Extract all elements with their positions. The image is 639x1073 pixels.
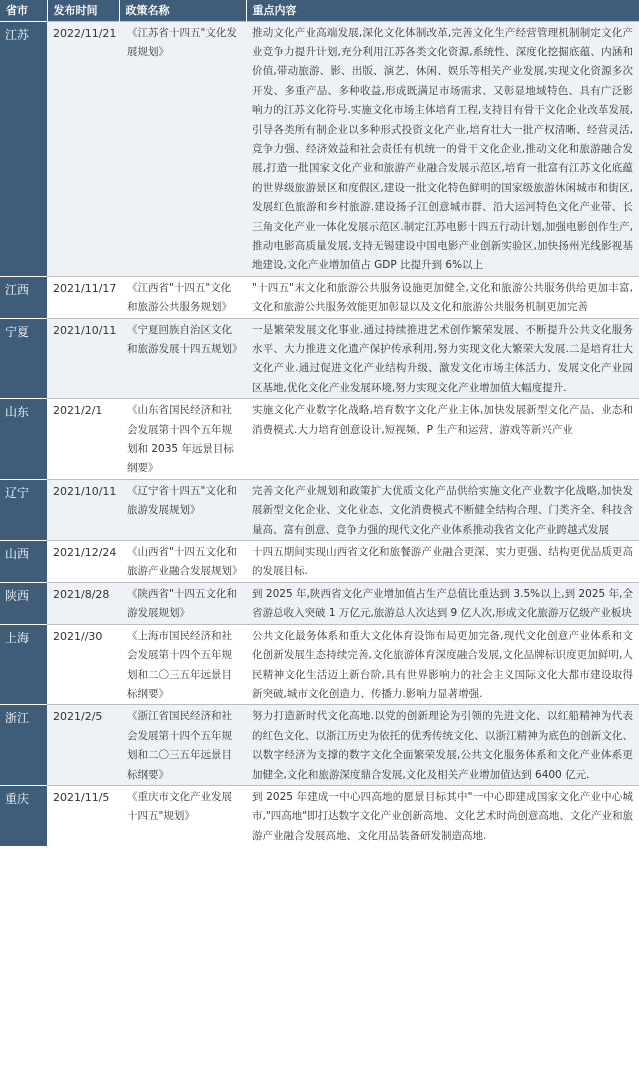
table-row [0, 541, 639, 583]
content-cell: 努力打造新时代文化高地.以党的创新理论为引领的先进文化、以红船精神为代表的红色文化、以浙江历史为依托的优秀传统文化、以浙江精神为底色的创新文化、以数字经济为支撑的数字文化全面繁荣发展,公共文化服务体系和文化产业体系更加健全,文化和旅游深度鼎合发展,文化及相关产业增加值达到 6400 亿元. [246, 705, 639, 786]
table-row [0, 479, 639, 540]
policy-name-cell: 《山东省国民经济和社会发展第十四个五年规划和 2035 年远景目标纲要》 [119, 399, 246, 480]
content-cell: 十四五期间实现山西省文化和旅餐游产业融合更深、实力更强、结构更优品质更高的发展目标. [246, 541, 639, 583]
province-cell: 重庆 [0, 785, 47, 846]
header-key-content: 重点内容 [252, 4, 297, 18]
province-cell: 上海 [0, 624, 47, 705]
policy-name-cell: 《浙江省国民经济和社会发展第十四个五年规划和二〇三五年远景目标纲要》 [119, 705, 246, 786]
province-cell: 山东 [0, 399, 47, 480]
date-cell: 2021/11/5 [47, 785, 119, 846]
header-date: 发布时间 [47, 0, 119, 21]
policy-name-cell: 《上海市国民经济和社会发展第十四个五年规划和二〇三五年远景目标纲要》 [119, 624, 246, 705]
table-row [0, 624, 639, 705]
table-body [0, 21, 639, 846]
content-cell: 公共文化最务体系和重大文化体育设饰布局更加完备,现代文化创意产业体系和文化创新发展生态持续完善,文化旅游体育深度融合发展,文化品牌标识度更加鲜明,人民精神文化生活迈上新台阶,具有世界影响力的社会主义国际文化大都市建设取得新突破,城市文化创造力、传播力.影响力显著增强. [246, 624, 639, 705]
province-cell: 浙江 [0, 705, 47, 786]
date-cell: 2021/2/5 [47, 705, 119, 786]
province-cell: 江西 [0, 276, 47, 318]
table-header [0, 0, 639, 21]
province-cell: 山西 [0, 541, 47, 583]
date-cell: 2021/2/1 [47, 399, 119, 480]
content-cell: 到 2025 年,陕西省文化产业增加值占生产总值比重达到 3.5%以上,到 2025 年,全省游总收入突破 1 万亿元,旅游总人次达到 9 亿人次,形成文化旅游万亿级产业板块 [246, 582, 639, 624]
content-cell: 一是繁荣发展文化事业.通过持续推进艺术创作繁荣发展、不断提升公共文化服务水平、大力推进文化遗产保护传承利用,努力实现文化大繁荣大发展.二是培育壮大文化产业.通过促进文化产业结构升级、激发文化市场主体活力、发展文化产业园区基地,优化文化产业发展环境,努力实现文化产业增加值大幅度提升. [246, 318, 639, 399]
date-cell: 2021/11/17 [47, 276, 119, 318]
content-cell: 实施文化产业数字化战略,培育数字文化产业主体,加快发展新型文化产品、业态和消费模式.大力培育创意设计,短视频、P 生产和运营、游戏等新兴产业 [246, 399, 639, 480]
policy-name-cell: 《重庆市文化产业发展十四五"规划》 [119, 785, 246, 846]
policy-name-cell: 《陕西省"十四五文化和游发展规划》 [119, 582, 246, 624]
policy-name-cell: 《辽宁省十四五"文化和旅游发展规划》 [119, 479, 246, 540]
content-cell: 完善文化产业规划和政策扩大优质文化产品供给实施文化产业数字化战略,加快发展新型文化企业、文化业态、文化消费模式不断健全结构合理、门类齐全、科技含量高、富有创意、竞争力强的现代文化产业体系推动我省文化产业跨越式发展 [246, 479, 639, 540]
date-cell: 2021/10/11 [47, 318, 119, 399]
header-policy-name: 政策名称 [119, 0, 246, 21]
table-row [0, 705, 639, 786]
table-row [0, 318, 639, 399]
date-cell: 2021//30 [47, 624, 119, 705]
table-row [0, 21, 639, 276]
table-row [0, 276, 639, 318]
date-cell: 2021/10/11 [47, 479, 119, 540]
table-row [0, 582, 639, 624]
date-cell: 2022/11/21 [47, 21, 119, 276]
date-cell: 2021/12/24 [47, 541, 119, 583]
table-row [0, 785, 639, 846]
header-row [0, 0, 639, 21]
province-cell: 江苏 [0, 21, 47, 276]
content-cell: 推动文化产业高端发展,深化文化体制改革,完善文化生产经营管理机制制定文化产业竞争力提升计划,充分利用江苏各类文化资源,系统性、深度化挖掘底蕴、内涵和价值,带动旅游、影、出版、演艺、休闲、娱乐等相关产业发展,实现文化资源多次开发、多重产品、多种收益,形成既满足市场需求、又彰显地域特色、具有广泛影响力的江苏文化符号.实施文化市场主体培育工程,支持目有骨干文化企业改革发展,引导各类所有制企业以多种形式投资文化产业,培育壮大一批产权清晰、经营灵活,竞争力强、经济效益和社会责任有机统一的骨干文化企业,推动文化和旅游融合发展,打造一批国家文化产业和旅游产业融合发展示范区,培育一批富有江苏文化底蕴的世界级旅游景区和度假区,建设一批文化特色鲜明的国家级旅游休闲城市和街区,发展红色旅游和乡村旅游.建设扬子江创意城市群、沿大运河特色文化产业带、长三角文化产业一体化发展示范区.制定江苏电影十四五行动计划,加强电影创作生产,推动电影高质量发展,支持无锡建设中国电影产业创新实验区,加快扬州光线影视基地建设,文化产业增加值占 GDP 比提升到 6%以上 [246, 21, 639, 276]
province-cell: 陕西 [0, 582, 47, 624]
province-cell: 辽宁 [0, 479, 47, 540]
content-cell: 到 2025 年建成一中心四高地的愿景目标其中"一中心即建成国家文化产业中心城市,"四高地"即打达数字文化产业创新高地、文化艺术时尚创意高地、文化产业和旅游产业融合发展高地、文化用品装备研发制造高地. [246, 785, 639, 846]
date-cell: 2021/8/28 [47, 582, 119, 624]
table-row [0, 399, 639, 480]
province-cell: 宁夏 [0, 318, 47, 399]
policy-name-cell: 《山西省"十四五文化和旅游产业融合发展规划》 [119, 541, 246, 583]
policy-name-cell: 《江苏省十四五"文化发展规划》 [119, 21, 246, 276]
content-cell: "十四五"末文化和旅游公共服务设施更加健全,文化和旅游公共服务供给更加丰富,文化和旅游公共服务效能更加彰显以及文化和旅游公共服务机制更加完善 [246, 276, 639, 318]
policy-name-cell: 《江西省"十四五"文化和旅游公共服务规划》 [119, 276, 246, 318]
policy-name-cell: 《宁夏回族自治区文化和旅游发展十四五规划》 [119, 318, 246, 399]
header-province: 省市 [0, 0, 47, 21]
